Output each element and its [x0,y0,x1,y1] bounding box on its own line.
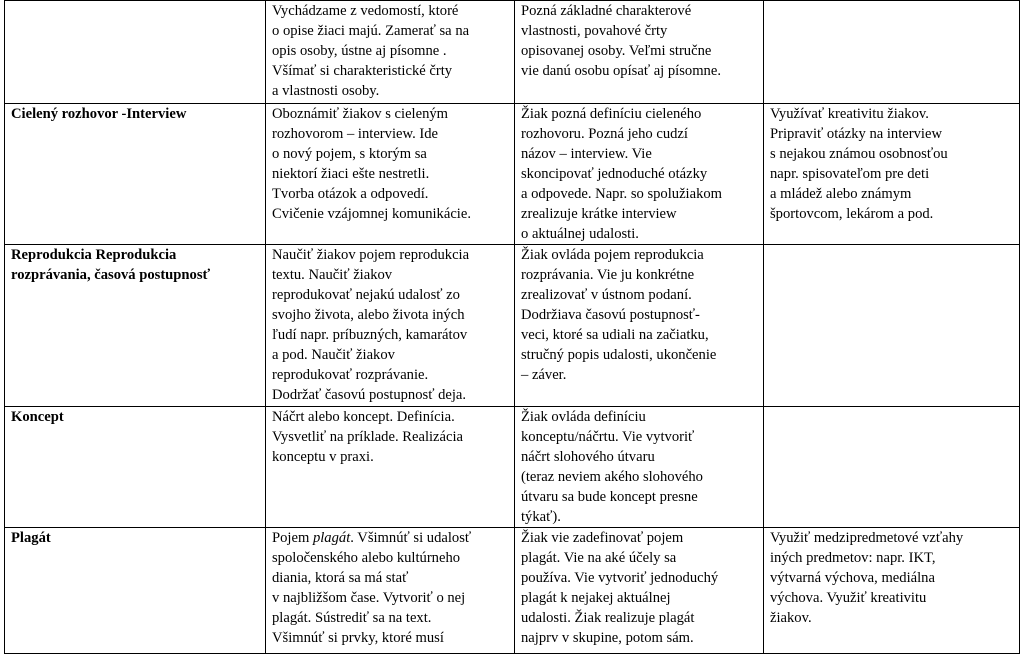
topic-cell [5,1,266,104]
objectives-cell: Oboznámiť žiakov s cieleným rozhovorom – interview. Ide o nový pojem, s ktorým sa niektorí žiaci ešte nestretli. Tvorba otázok a odpovedí. Cvičenie vzájomnej komunikácie. [266,104,515,245]
curriculum-table [4,0,1020,654]
outcomes-cell: Žiak vie zadefinovať pojem plagát. Vie na aké účely sa používa. Vie vytvoriť jednoduchý plagát k nejakej aktuálnej udalosti. Žiak realizuje plagát najprv v skupine, potom sám. [515,528,764,654]
notes-cell: Využiť medzipredmetové vzťahy iných predmetov: napr. IKT, výtvarná výchova, mediálna výchova. Využiť kreativitu žiakov. [764,528,1020,654]
outcomes-cell: Pozná základné charakterové vlastnosti, povahové črty opisovanej osoby. Veľmi stručne vie danú osobu opísať aj písomne. [515,1,764,104]
topic-cell: Cielený rozhovor -Interview [5,104,266,245]
outcomes-cell: Žiak ovláda definíciu konceptu/náčrtu. Vie vytvoriť náčrt slohového útvaru (teraz neviem akého slohového útvaru sa bude koncept presne týkať). [515,407,764,528]
table-row [5,245,1020,407]
notes-cell [764,407,1020,528]
table-row [5,407,1020,528]
table-row [5,1,1020,104]
outcomes-cell: Žiak pozná definíciu cieleného rozhovoru. Pozná jeho cudzí názov – interview. Vie skoncipovať jednoduché otázky a odpovede. Napr. so spolužiakom zrealizuje krátke interview o aktuálnej udalosti. [515,104,764,245]
topic-cell: Koncept [5,407,266,528]
notes-cell: Využívať kreativitu žiakov. Pripraviť otázky na interview s nejakou známou osobnosťou napr. spisovateľom pre deti a mládež alebo známym športovcom, lekárom a pod. [764,104,1020,245]
objectives-cell: Vychádzame z vedomostí, ktoré o opise žiaci majú. Zamerať sa na opis osoby, ústne aj písomne . Všímať si charakteristické črty a vlastnosti osoby. [266,1,515,104]
plagat-intro-line: Pojem plagát. Všimnúť si udalosť [272,530,472,546]
table-row [5,104,1020,245]
objectives-cell: Náčrt alebo koncept. Definícia. Vysvetliť na príklade. Realizácia konceptu v praxi. [266,407,515,528]
notes-cell [764,1,1020,104]
objectives-cell: Naučiť žiakov pojem reprodukcia textu. Naučiť žiakov reprodukovať nejakú udalosť zo svojho života, alebo života iných ľudí napr. príbuzných, kamarátov a pod. Naučiť žiakov reprodukovať rozprávanie. Dodržať časovú postupnosť deja. [266,245,515,407]
topic-cell: Plagát [5,528,266,654]
topic-cell: Reprodukcia Reprodukcia rozprávania, časová postupnosť [5,245,266,407]
notes-cell [764,245,1020,407]
table-row [5,528,1020,654]
outcomes-cell: Žiak ovláda pojem reprodukcia rozprávania. Vie ju konkrétne zrealizovať v ústnom podaní. Dodržiava časovú postupnosť- veci, ktoré sa udiali na začiatku, stručný popis udalosti, ukončenie – záver. [515,245,764,407]
objectives-cell: Pojem plagát. Všimnúť si udalosť spoločenského alebo kultúrneho diania, ktorá sa má stať v najbližšom čase. Vytvoriť o nej plagát. Sústrediť sa na text. Všimnúť si prvky, ktoré musí [266,528,515,654]
